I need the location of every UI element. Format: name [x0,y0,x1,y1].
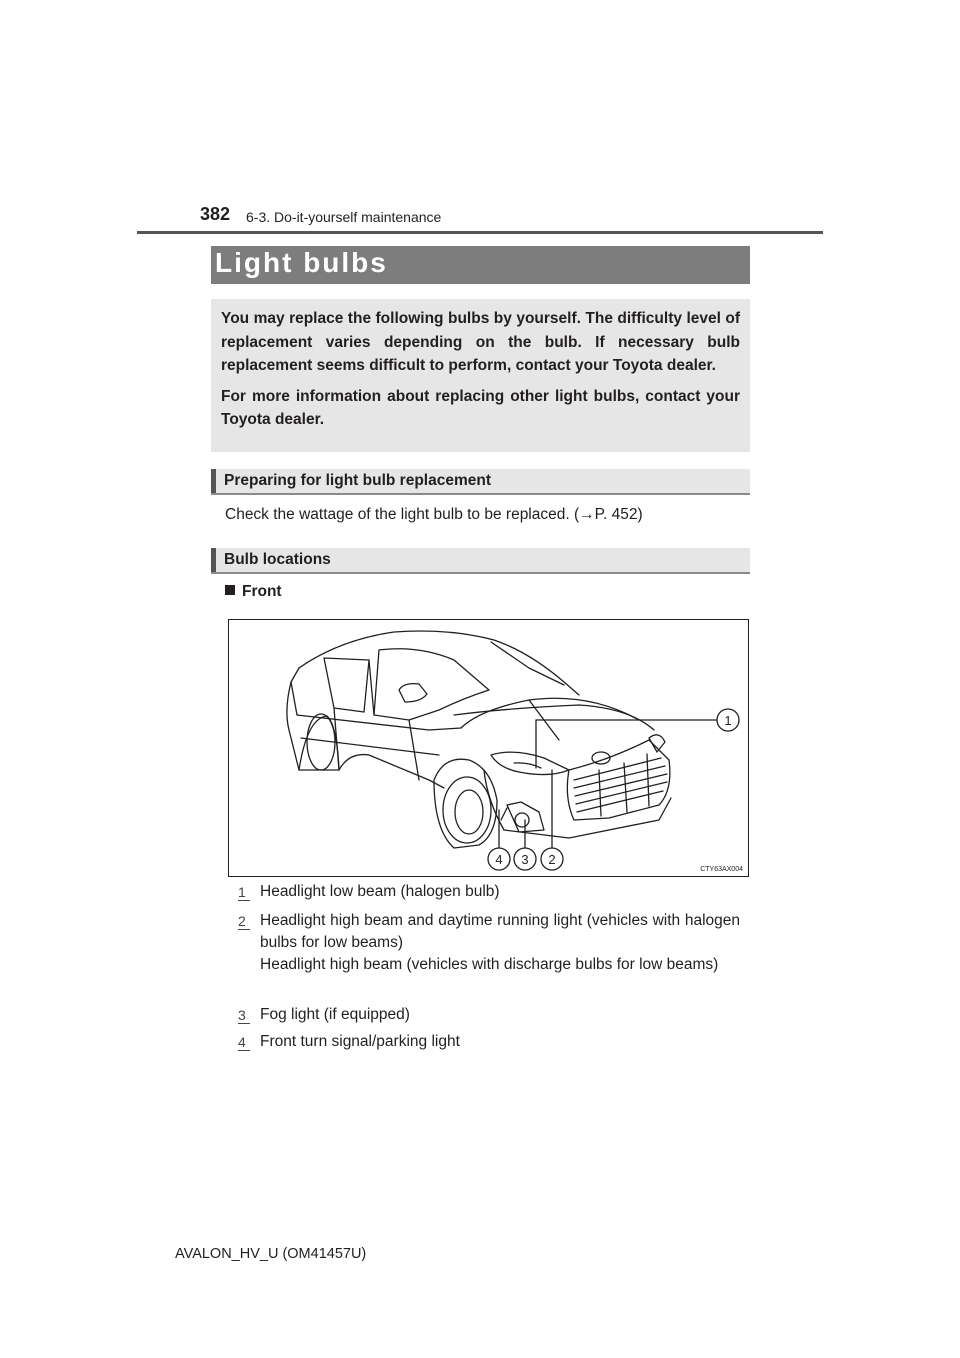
locations-heading-label: Bulb locations [224,551,331,568]
car-figure [228,619,749,877]
preparing-heading [211,469,750,495]
front-label [225,583,282,601]
heading-bar [211,469,216,493]
legend-number: 3 [238,1004,252,1026]
legend-line: Headlight high beam and daytime running light (vehicles with halogen bulbs for low beams) [260,912,740,951]
intro-box [211,299,750,452]
legend-text: Headlight low beam (halogen bulb) [260,883,500,900]
preparing-heading-label: Preparing for light bulb replacement [224,472,491,489]
locations-heading [211,548,750,574]
front-label-text: Front [242,583,282,600]
footer-model-code: AVALON_HV_U (OM41457U) [175,1246,367,1262]
legend-text: Fog light (if equipped) [260,1006,410,1023]
header-rule [137,231,823,234]
car-illustration [229,620,749,877]
square-bullet-icon [225,585,235,595]
figure-code: CTY63AX004 [700,866,743,873]
callout-1: 1 [724,713,732,728]
legend-line: Headlight high beam (vehicles with discharge bulbs for low beams) [260,956,719,973]
heading-bar [211,548,216,572]
page-title: Light bulbs [215,247,388,278]
callout-2: 2 [548,852,556,867]
legend-text: Front turn signal/parking light [260,1033,460,1050]
callout-3: 3 [521,852,529,867]
legend-number: 2 [238,910,252,932]
legend-number: 4 [238,1031,252,1053]
section-title: 6-3. Do-it-yourself maintenance [246,209,442,225]
page-number: 382 [200,204,231,224]
preparing-text: Check the wattage of the light bulb to be replaced. (→P. 452) [225,506,643,523]
intro-paragraph-2: For more information about replacing other light bulbs, contact your Toyota dealer. [221,387,740,428]
callout-4: 4 [495,852,503,867]
intro-paragraph-1: You may replace the following bulbs by yourself. The difficulty level of replacement varies depending on the bulb. If necessary bulb replacement seems difficult to perform, contact your Toyota dealer. [221,310,740,374]
legend-text [260,910,740,976]
legend-number: 1 [238,881,252,903]
title-bar [211,246,750,284]
